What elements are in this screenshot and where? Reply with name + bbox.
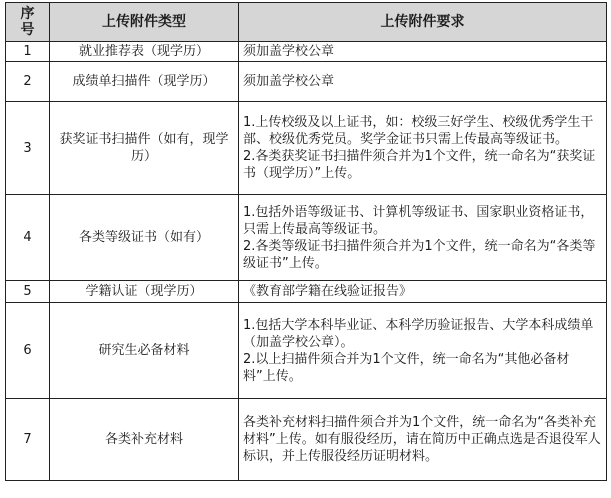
attachment-type: 学籍认证（现学历） (50, 281, 239, 303)
attachment-table-container (5, 2, 607, 481)
requirement-line: 2.以上扫描件须合并为1个文件，统一命名为“其他必备材料”上传。 (243, 351, 570, 384)
row-number: 6 (6, 303, 50, 399)
header-seq-line1: 序 (20, 6, 35, 22)
row-number: 4 (6, 195, 50, 281)
header-seq-line2: 号 (20, 22, 35, 38)
table-header-row (6, 3, 607, 42)
requirement-line: 2.各类获奖证书扫描件须合并为1个文件，统一命名为“获奖证书（现学历）”上传。 (243, 149, 596, 181)
requirement-line: 各类补充材料扫描件须合并为1个文件，统一命名为“各类补充材料”上传。如有服役经历，请在简历中正确点选是否退役军人标识，并上传服役经历证明材料。 (243, 415, 601, 464)
requirement-line: 须加盖学校公章 (243, 44, 335, 59)
row-number: 1 (6, 42, 50, 62)
requirement-line: 2.各类等级证书扫描件须合并为1个文件，统一命名为“各类等级证书”上传。 (243, 238, 596, 271)
table-row (6, 195, 607, 281)
header-seq (6, 3, 50, 42)
attachment-type: 各类补充材料 (50, 399, 239, 481)
row-number: 7 (6, 399, 50, 481)
attachment-requirement (239, 42, 607, 62)
row-number: 2 (6, 62, 50, 102)
attachment-type: 成绩单扫描件（现学历） (50, 62, 239, 102)
attachment-requirements-table (5, 2, 607, 481)
attachment-type: 就业推荐表（现学历） (50, 42, 239, 62)
attachment-requirement (239, 195, 607, 281)
attachment-type: 研究生必备材料 (50, 303, 239, 399)
row-number: 5 (6, 281, 50, 303)
attachment-requirement (239, 62, 607, 102)
requirement-line: 1.包括大学本科毕业证、本科学历验证报告、大学本科成绩单（加盖学校公章）。 (243, 317, 594, 350)
table-row (6, 399, 607, 481)
attachment-requirement (239, 281, 607, 303)
attachment-requirement (239, 303, 607, 399)
requirement-line: 1.包括外语等级证书、计算机等级证书、国家职业资格证书，只需上传最高等级证书。 (243, 204, 594, 237)
attachment-type: 各类等级证书（如有） (50, 195, 239, 281)
row-number: 3 (6, 102, 50, 195)
table-row (6, 42, 607, 62)
requirement-line: 1.上传校级及以上证书，如：校级三好学生、校级优秀学生干部、校级优秀党员。奖学金证书只需上传最高等级证书。 (243, 115, 594, 147)
table-row (6, 62, 607, 102)
header-attachment-requirement: 上传附件要求 (239, 3, 607, 42)
requirement-line: 《教育部学籍在线验证报告》 (243, 284, 413, 299)
attachment-type: 获奖证书扫描件（如有，现学历） (50, 102, 239, 195)
table-row (6, 303, 607, 399)
header-attachment-type: 上传附件类型 (50, 3, 239, 42)
attachment-requirement (239, 399, 607, 481)
attachment-requirement (239, 102, 607, 195)
table-row (6, 102, 607, 195)
requirement-line: 须加盖学校公章 (243, 74, 335, 89)
table-row (6, 281, 607, 303)
